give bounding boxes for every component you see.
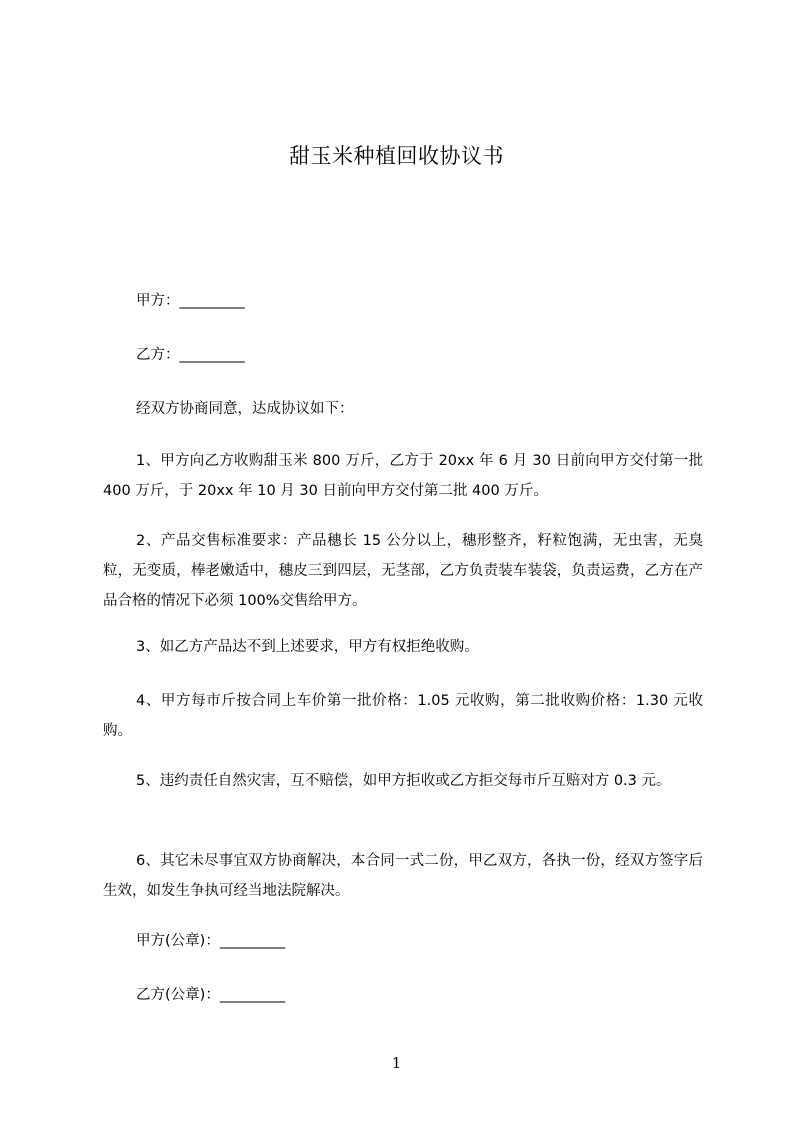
- page-number: 1: [391, 1054, 402, 1072]
- document-title: 甜玉米种植回收协议书: [289, 144, 504, 168]
- clause-2: 2、产品交售标准要求：产品穗长 15 公分以上，穗形整齐，籽粒饱满，无虫害，无臭粒，无变质，棒老嫩适中，穗皮三到四层，无茎部，乙方负责装车装袋，负责运费，乙方在产品合格的情况下必须 100%交售给甲方。: [103, 533, 703, 609]
- clause-4: 4、甲方每市斤按合同上车价第一批价格：1.05 元收购，第二批收购价格：1.30 元收购。: [103, 693, 703, 739]
- party-a-line: 甲方：_________: [136, 293, 245, 309]
- clause-1: 1、甲方向乙方收购甜玉米 800 万斤，乙方于 20xx 年 6 月 30 日前向甲方交付第一批 400 万斤，于 20xx 年 10 月 30 日前向甲方交付第二批 400 万斤。: [103, 453, 703, 499]
- seal-a-line: 甲方(公章)：_________: [136, 933, 286, 949]
- intro-text: 经双方协商同意，达成协议如下：: [136, 401, 354, 417]
- seal-b-line: 乙方(公章)：_________: [136, 987, 286, 1003]
- clause-5: 5、违约责任自然灾害，互不赔偿，如甲方拒收或乙方拒交每市斤互赔对方 0.3 元。: [136, 773, 671, 789]
- party-b-line: 乙方：_________: [136, 347, 245, 363]
- clause-6: 6、其它未尽事宜双方协商解决，本合同一式二份，甲乙双方，各执一份，经双方签字后生效，如发生争执可经当地法院解决。: [103, 853, 703, 899]
- clause-3: 3、如乙方产品达不到上述要求，甲方有权拒绝收购。: [136, 639, 479, 655]
